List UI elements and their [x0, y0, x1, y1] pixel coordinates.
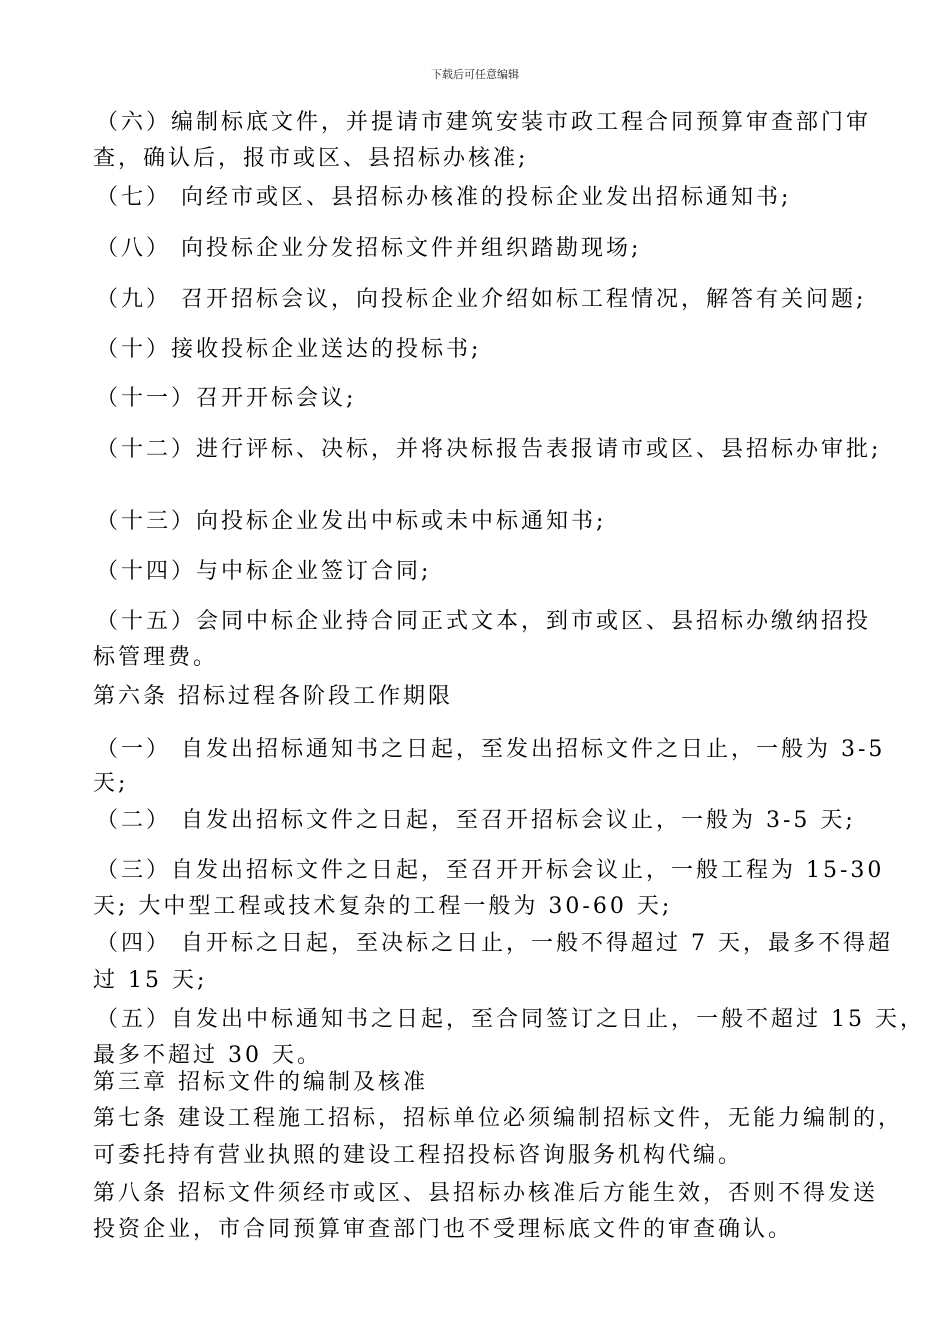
text-line-12: 标管理费。: [93, 645, 219, 670]
text-line-26: 第八条 招标文件须经市或区、县招标办核准后方能生效，否则不得发送: [93, 1181, 878, 1206]
text-line-21: （五）自发出中标通知书之日起，至合同签订之日止，一般不超过 15 天，: [96, 1007, 925, 1032]
text-line-4: （八） 向投标企业分发招标文件并组织踏勘现场;: [96, 236, 642, 261]
text-line-20: 过 15 天;: [93, 968, 208, 993]
text-line-8: （十二）进行评标、决标，并将决标报告表报请市或区、县招标办审批;: [96, 437, 882, 462]
text-line-19: （四） 自开标之日起，至决标之日止，一般不得超过 7 天，最多不得超: [96, 931, 893, 956]
text-line-2: 查，确认后，报市或区、县招标办核准;: [93, 146, 529, 171]
text-line-7: （十一）召开开标会议;: [96, 386, 357, 411]
text-line-24: 第七条 建设工程施工招标，招标单位必须编制招标文件，无能力编制的，: [93, 1106, 903, 1131]
text-line-15: 天;: [93, 771, 129, 796]
text-line-3: （七） 向经市或区、县招标办核准的投标企业发出招标通知书;: [96, 185, 792, 210]
chapter-heading-3: 第三章 招标文件的编制及核准: [93, 1070, 428, 1095]
page-header: 下载后可任意编辑: [431, 68, 519, 81]
text-line-9: （十三）向投标企业发出中标或未中标通知书;: [96, 509, 607, 534]
text-line-25: 可委托持有营业执照的建设工程招投标咨询服务机构代编。: [93, 1143, 744, 1168]
text-line-17: （三）自发出招标文件之日起，至召开开标会议止，一般工程为 15-30: [96, 858, 885, 883]
text-line-1: （六）编制标底文件，并提请市建筑安装市政工程合同预算审查部门审: [96, 110, 872, 135]
text-line-18: 天; 大中型工程或技术复杂的工程一般为 30-60 天;: [93, 894, 673, 919]
text-line-27: 投资企业，市合同预算审查部门也不受理标底文件的审查确认。: [93, 1217, 794, 1242]
text-line-5: （九） 召开招标会议，向投标企业介绍如标工程情况，解答有关问题;: [96, 287, 867, 312]
text-line-6: （十）接收投标企业送达的投标书;: [96, 337, 482, 362]
text-line-10: （十四）与中标企业签订合同;: [96, 559, 432, 584]
text-line-22: 最多不超过 30 天。: [93, 1043, 322, 1068]
section-heading-article-6: 第六条 招标过程各阶段工作期限: [93, 684, 453, 709]
text-line-14: （一） 自发出招标通知书之日起，至发出招标文件之日止，一般为 3-5: [96, 737, 886, 762]
text-line-11: （十五）会同中标企业持合同正式文本，到市或区、县招标办缴纳招投: [96, 609, 872, 634]
text-line-16: （二） 自发出招标文件之日起，至召开招标会议止，一般为 3-5 天;: [96, 808, 856, 833]
